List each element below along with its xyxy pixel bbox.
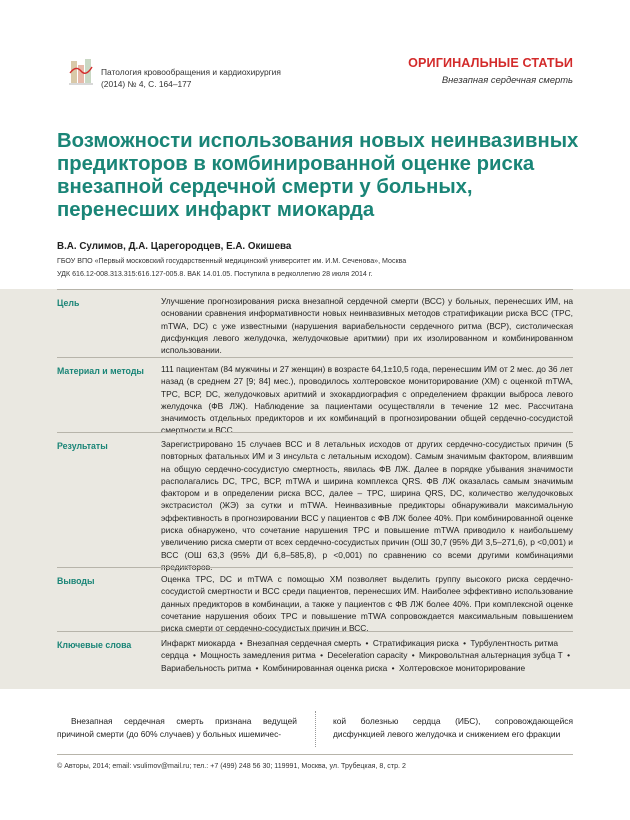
abstract-label: Цель — [57, 298, 80, 308]
bullet-icon: • — [409, 650, 418, 661]
bullet-icon: • — [564, 650, 571, 661]
abstract-row-methods — [57, 357, 630, 436]
journal-issue: (2014) № 4, С. 164–177 — [101, 78, 192, 89]
abstract-row-results — [57, 432, 630, 572]
abstract-row-aim — [57, 289, 630, 357]
abstract-text: 111 пациентам (84 мужчины и 27 женщин) в возрасте 64,1±10,5 года, перенесшим ИМ от 2 мес. до 36 лет назад (в среднем 27 [9; 84] мес.), проводилось холтеровское мониторирование (ХМ) с оценкой mTWA, TPC, ВСР, DC, желудочковых аритмий и эхокардиография с определением фракции выброса левого желудочка (ФВ ЛЖ). Наблюдение за пациентами осуществляли в течение 12 мес. Рассчитана значимость отдельных предикторов и их комбинаций в прогнозировании общей сердечно-сосудистой смертности и ВСС. — [161, 364, 573, 436]
keyword: Микровольтная альтернация зубца Т — [419, 650, 563, 661]
journal-logo-icon — [68, 55, 94, 87]
keyword: Мощность замедления ритма — [200, 650, 316, 661]
article-title: Возможности использования новых неинвазивных предикторов в комбинированной оценке риска внезапной сердечной смерти у больных, перенесших инфаркт миокарда — [57, 130, 579, 221]
bullet-icon: • — [190, 650, 199, 661]
article-authors: В.А. Сулимов, Д.А. Царегородцев, Е.А. Окишева — [57, 241, 292, 252]
section-title: ОРИГИНАЛЬНЫЕ СТАТЬИ — [408, 56, 573, 70]
bullet-icon: • — [317, 650, 326, 661]
body-column-right: кой болезнью сердца (ИБС), сопровождающейся дисфункцией левого желудочка и снижением его фракции — [333, 716, 573, 739]
keyword: Холтеровское мониторирование — [398, 662, 526, 673]
abstract-label: Ключевые слова — [57, 640, 132, 650]
author-affiliation: ГБОУ ВПО «Первый московский государственный медицинский университет им. И.М. Сеченова», Москва — [57, 257, 407, 265]
keyword-list — [161, 637, 573, 674]
udk-line: УДК 616.12-008.313.315:616.127-005.8. ВАК 14.01.05. Поступила в редколлегию 28 июля 2014 г. — [57, 270, 373, 278]
row-divider — [57, 432, 573, 433]
section-subtitle: Внезапная сердечная смерть — [441, 74, 573, 85]
row-divider — [57, 357, 573, 358]
abstract-box — [0, 289, 630, 689]
journal-name: Патология кровообращения и кардиохирургия — [101, 67, 281, 77]
abstract-row-keywords — [57, 631, 630, 689]
abstract-label: Выводы — [57, 576, 95, 586]
footer-divider — [57, 754, 573, 755]
keyword: Турбулентность ритма сердца — [161, 638, 558, 661]
journal-header — [0, 0, 630, 100]
row-divider — [57, 567, 573, 568]
abstract-label: Результаты — [57, 441, 108, 451]
keyword: Стратификация риска — [372, 638, 459, 648]
abstract-row-conclusions — [57, 567, 630, 634]
abstract-text: Зарегистрировано 15 случаев ВСС и 8 летальных исходов от других сердечно-сосудистых причин (5 повторных фатальных ИМ и 3 инсульта с летальным исходом). Самым значимым фактором, влиявшим на общую сердечно-сосудистую смертность, явилась ФВ ЛЖ. Далее в порядке убывания значимости располагались DC, TPC, ВСР, mTWA и ширина комплекса QRS. ФВ ЛЖ оказалась самым значимым фактором и в определении риска ВСС, далее – TPC, ширина QRS, DC, количество желудочковых экстрасистол (ЖЭ) за сутки и mTWA. Неинвазивные предикторы обнаруживали максимальную эффективность в прогнозировании ВСС у пациентов с ФВ ЛЖ более 40%. При комбинированной оценке риска обнаружено, что сочетание нарушения TPC и повышение mTWA приводило к наибольшему увеличению риска смерти от всех сердечно-сосудистых причин (ОШ 30,7 (95% ДИ 3,5–271,6), р <0,001) и ВСС (ОШ 63,3 (95% ДИ 6,8–585,8), р <0,001) по сравнению со всеми другими комбинациями предикторов. — [161, 439, 573, 572]
keyword: Внезапная сердечная смерть — [246, 638, 362, 648]
bullet-icon: • — [389, 662, 397, 673]
abstract-text: Улучшение прогнозирования риска внезапной сердечной смерти (ВСС) у больных, перенесших ИМ, на основании сравнения информативности новых неинвазивных методов стратификации риска ВСС (TPC, mTWA, DC) с уже известными (нарушения вариабельности сердечного ритма (ВСР), систолическая дисфункция левого желудочка, желудочковые аритмии) при их изолированном и комбинированном использовании. — [161, 296, 573, 356]
journal-citation — [101, 67, 281, 90]
keyword: Комбинированная оценка риска — [262, 662, 388, 673]
keyword: Инфаркт миокарда — [161, 638, 236, 648]
column-divider — [315, 711, 316, 747]
bullet-icon: • — [253, 662, 261, 673]
row-divider — [57, 289, 573, 290]
abstract-label: Материал и методы — [57, 366, 144, 376]
footer-contact: © Авторы, 2014; email: vsulimov@mail.ru; тел.: +7 (499) 248 56 30; 119991, Москва, ул. Трубецкая, 8, стр. 2 — [57, 762, 406, 770]
keyword: Deceleration capacity — [327, 650, 408, 661]
keyword: Вариабельность ритма — [161, 662, 252, 673]
body-column-left: Внезапная сердечная смерть признана ведущей причиной смерти (до 60% случаев) у больных ишемичес- — [57, 716, 297, 739]
row-divider — [57, 631, 573, 632]
abstract-text: Оценка TPC, DC и mTWA с помощью ХМ позволяет выделить группу высокого риска сердечно-сосудистой смертности и ВСС среди пациентов, перенесших ИМ. Наиболее эффективно использование данных предикторов в комбинации, а также у пациентов с ФВ ЛЖ более 40%. При комплексной оценке сочетание нарушения обоих TPC и повышение mTWA сопровождается максимальным повышением риска смерти от сердечно-сосудистых причин и ВСС. — [161, 574, 573, 634]
bullet-icon: • — [460, 638, 469, 648]
bullet-icon: • — [237, 638, 245, 648]
bullet-icon: • — [363, 638, 371, 648]
